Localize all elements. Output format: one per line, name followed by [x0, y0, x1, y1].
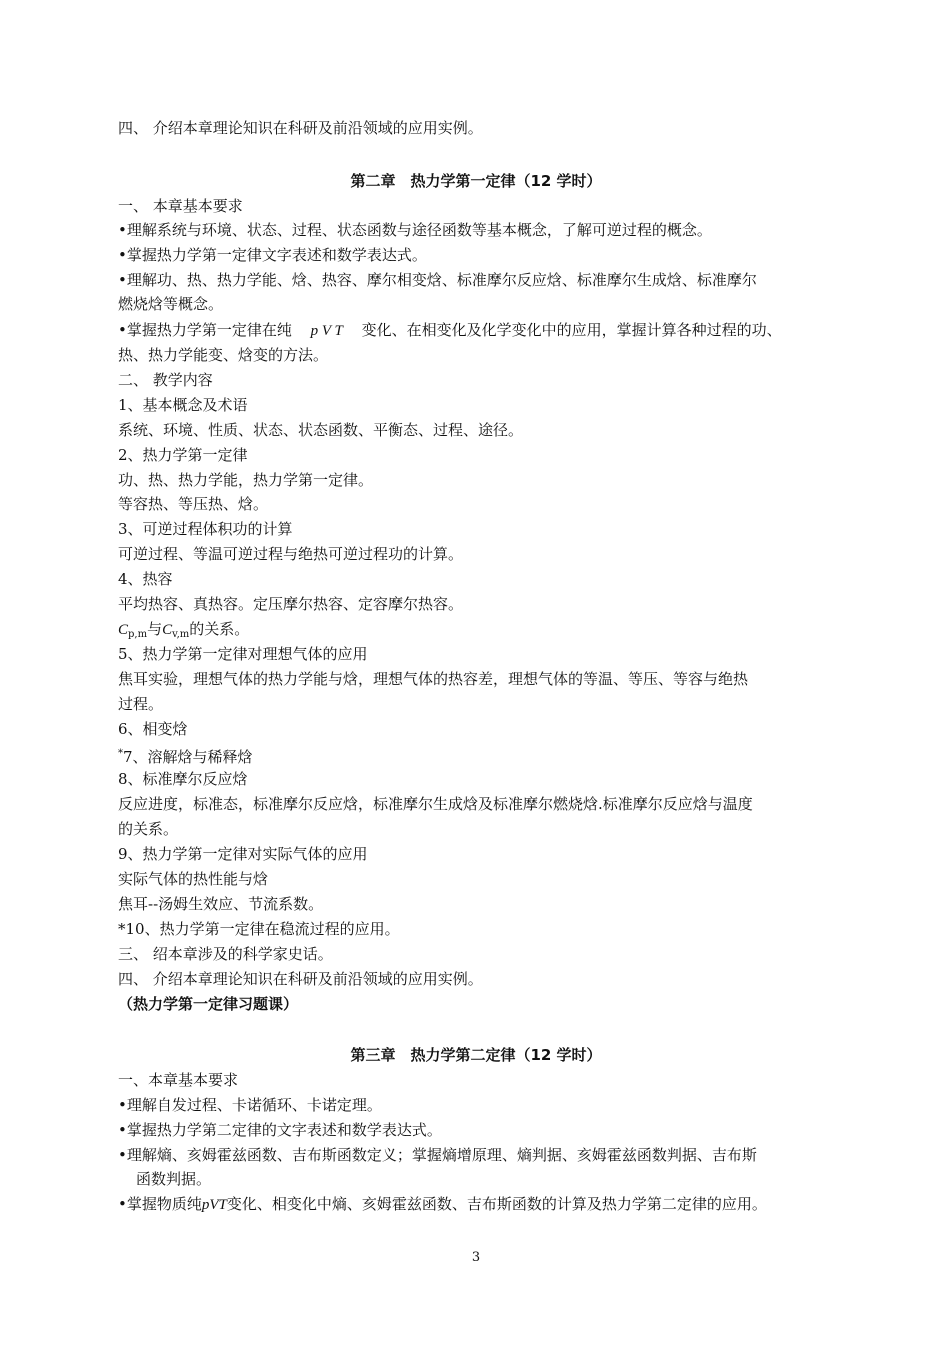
- ch2-section-3-text: 可逆过程、等温可逆过程与绝热可逆过程功的计算。: [118, 545, 464, 563]
- ch2-section-9: 9、热力学第一定律对实际气体的应用: [118, 845, 368, 863]
- page-number: 3: [471, 1250, 481, 1265]
- ch2-section-8: 8、标准摩尔反应焓: [118, 770, 248, 788]
- ch2-req-2: •掌握热力学第一定律文字表述和数学表达式。: [118, 246, 427, 264]
- cp-subscript: p,m: [128, 629, 148, 640]
- ch2-section-8-text-a: 反应进度，标准态，标准摩尔反应焓，标准摩尔生成焓及标准摩尔燃烧焓.标准摩尔反应焓与温度: [118, 795, 753, 813]
- ch2-section-7: [118, 744, 838, 767]
- ch2-section-2-text-1: 功、热、热力学能，热力学第一定律。: [118, 471, 374, 489]
- ch2-section-8-text-b: 的关系。: [118, 820, 179, 838]
- ch2-req-3a: •理解功、热、热力学能、焓、热容、摩尔相变焓、标准摩尔反应焓、标准摩尔生成焓、标准摩尔: [118, 271, 757, 289]
- ch2-req-4-pvt: p V T: [310, 323, 343, 339]
- ch3-req-4-prefix: •掌握物质纯: [118, 1195, 202, 1213]
- ch2-requirements-heading: 一、 本章基本要求: [118, 197, 243, 215]
- ch3-req-4: [118, 1194, 838, 1215]
- ch2-section-4-cp-cv: [118, 619, 838, 645]
- ch2-req-4-prefix: •掌握热力学第一定律在纯: [118, 321, 292, 339]
- chapter-2-title: 第二章 热力学第一定律（12 学时）: [350, 172, 602, 190]
- ch2-section-2: 2、热力学第一定律: [118, 446, 248, 464]
- cv-symbol: C: [162, 622, 173, 638]
- ch2-section-5-text-a: 焦耳实验，理想气体的热力学能与焓，理想气体的热容差，理想气体的等温、等压、等容与绝热: [118, 670, 749, 688]
- ch2-section-9-text-1: 实际气体的热性能与焓: [118, 870, 269, 888]
- chapter-3-title: 第三章 热力学第二定律（12 学时）: [350, 1046, 602, 1064]
- ch2-section-7-label: 7、溶解焓与稀释焓: [123, 748, 253, 766]
- ch2-section-4-text: 平均热容、真热容。定压摩尔热容、定容摩尔热容。: [118, 595, 464, 613]
- cp-cv-connector: 与: [147, 620, 163, 638]
- ch2-section-3: 3、可逆过程体积功的计算: [118, 520, 293, 538]
- ch2-section-5-text-b: 过程。: [118, 695, 164, 713]
- ch3-req-4-suffix: 变化、相变化中熵、亥姆霍兹函数、吉布斯函数的计算及热力学第二定律的应用。: [226, 1195, 767, 1213]
- ch2-section-1-text: 系统、环境、性质、状态、状态函数、平衡态、过程、途径。: [118, 421, 524, 439]
- ch2-section-1: 1、基本概念及术语: [118, 396, 248, 414]
- cp-symbol: C: [118, 622, 129, 638]
- ch2-item-4: 四、 介绍本章理论知识在科研及前沿领域的应用实例。: [118, 970, 483, 988]
- ch2-req-4a: [118, 320, 838, 341]
- ch2-section-6: 6、相变焓: [118, 720, 188, 738]
- ch3-req-4-pvt: pVT: [201, 1197, 227, 1213]
- cv-subscript: v,m: [172, 629, 190, 640]
- ch3-requirements-heading: 一、本章基本要求: [118, 1071, 239, 1089]
- ch2-req-4b: 热、热力学能变、焓变的方法。: [118, 346, 329, 364]
- ch2-section-9-text-2: 焦耳--汤姆生效应、节流系数。: [118, 895, 324, 913]
- ch2-req-4-suffix: 变化、在相变化及化学变化中的应用，掌握计算各种过程的功、: [361, 321, 782, 339]
- cp-cv-tail: 的关系。: [189, 620, 250, 638]
- ch2-section-5: 5、热力学第一定律对理想气体的应用: [118, 645, 368, 663]
- optional-star: *: [118, 748, 123, 759]
- ch2-item-3: 三、 绍本章涉及的科学家史话。: [118, 945, 333, 963]
- ch2-section-10: *10、热力学第一定律在稳流过程的应用。: [118, 920, 400, 938]
- ch2-req-1: •理解系统与环境、状态、过程、状态函数与途径函数等基本概念，了解可逆过程的概念。: [118, 221, 712, 239]
- ch2-section-2-text-2: 等容热、等压热、焓。: [118, 495, 269, 513]
- prev-chapter-item-4: 四、 介绍本章理论知识在科研及前沿领域的应用实例。: [118, 119, 483, 137]
- ch3-req-3a: •理解熵、亥姆霍兹函数、吉布斯函数定义；掌握熵增原理、熵判据、亥姆霍兹函数判据、吉布斯: [118, 1146, 757, 1164]
- ch2-section-4: 4、热容: [118, 570, 173, 588]
- ch3-req-2: •掌握热力学第二定律的文字表述和数学表达式。: [118, 1121, 442, 1139]
- ch2-exercise-session: （热力学第一定律习题课）: [118, 995, 299, 1013]
- ch3-req-1: •理解自发过程、卡诺循环、卡诺定理。: [118, 1096, 382, 1114]
- ch2-req-3b: 燃烧焓等概念。: [118, 295, 224, 313]
- ch3-req-3b: 函数判据。: [136, 1170, 212, 1188]
- ch2-content-heading: 二、 教学内容: [118, 371, 213, 389]
